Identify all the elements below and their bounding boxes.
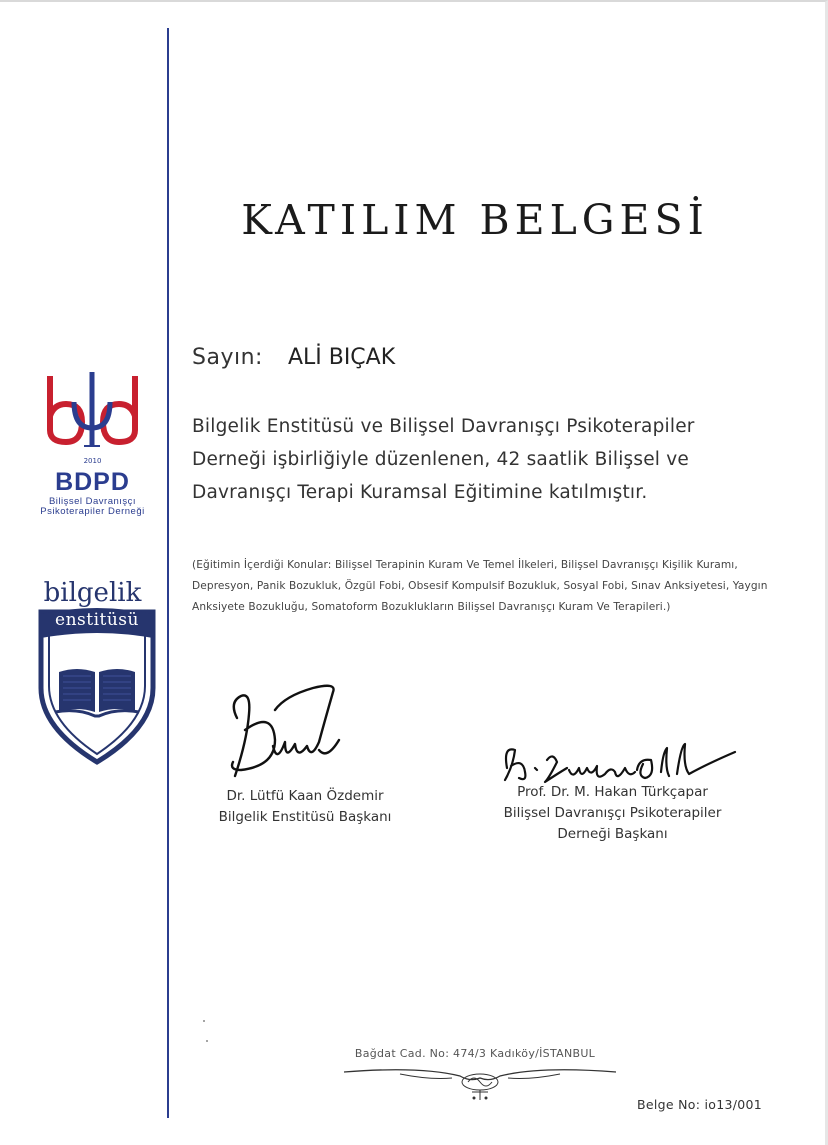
bdpd-logo xyxy=(30,372,155,522)
signatory-2-role-line2: Derneği Başkanı xyxy=(557,826,668,842)
salutation xyxy=(192,345,395,370)
signatory-1-role: Bilgelik Enstitüsü Başkanı xyxy=(218,809,392,825)
ornament-flourish-icon xyxy=(340,1060,620,1102)
signature-2-icon xyxy=(495,738,745,788)
vertical-divider-line xyxy=(167,28,169,1118)
signatory-2-name: Prof. Dr. M. Hakan Türkçapar xyxy=(517,784,708,800)
paper-speck xyxy=(206,1040,208,1042)
bilgelik-wordmark: bilgelik xyxy=(43,578,142,608)
bdpd-subtitle-line1: Bilişsel Davranışçı xyxy=(48,496,137,507)
recipient-name: ALİ BIÇAK xyxy=(287,345,396,370)
bdpd-subtitle xyxy=(30,497,155,517)
bdpd-subtitle-line2: Psikoterapiler Derneği xyxy=(40,506,145,517)
bdpd-abbreviation: BDPD xyxy=(55,468,130,496)
bdpd-year: 2010 xyxy=(83,457,102,465)
paper-speck xyxy=(203,1020,205,1022)
signatory-1 xyxy=(195,786,415,828)
signatory-2 xyxy=(470,782,755,845)
salutation-label: Sayın: xyxy=(192,345,263,370)
document-number: Belge No: io13/001 xyxy=(637,1097,763,1112)
shield-book-icon xyxy=(37,608,157,766)
bdpd-monogram-icon xyxy=(40,372,145,447)
bilgelik-logo xyxy=(30,578,165,768)
signatory-2-role-line1: Bilişsel Davranışçı Psikoterapiler xyxy=(503,805,722,821)
signatory-1-name: Dr. Lütfü Kaan Özdemir xyxy=(226,788,384,804)
signature-1-icon xyxy=(215,680,355,785)
training-topics: (Eğitimin İçerdiği Konular: Bilişsel Terapinin Kuram Ve Temel İlkeleri, Bilişsel Davranışçı Kişilik Kuramı, Depresyon, Panik Bozukluk, Özgül Fobi, Obsesif Kompulsif Bozukluk, Sosyal Fobi, Sınav Anksiyetesi, Yaygın Anksiyete Bozukluğu, Somatoform Bozuklukların Bilişsel Davranışçı Kuram Ve Terapileri.) xyxy=(192,559,768,613)
certificate-body: Bilgelik Enstitüsü ve Bilişsel Davranışçı Psikoterapiler Derneği işbirliğiyle düzenlenen, 42 saatlik Bilişsel ve Davranışçı Terapi Kuramsal Eğitimine katılmıştır. xyxy=(192,416,695,503)
bilgelik-banner: enstitüsü xyxy=(55,610,139,630)
certificate-title: KATILIM BELGESİ xyxy=(241,196,709,244)
footer-address: Bağdat Cad. No: 474/3 Kadıköy/İSTANBUL xyxy=(354,1047,596,1060)
